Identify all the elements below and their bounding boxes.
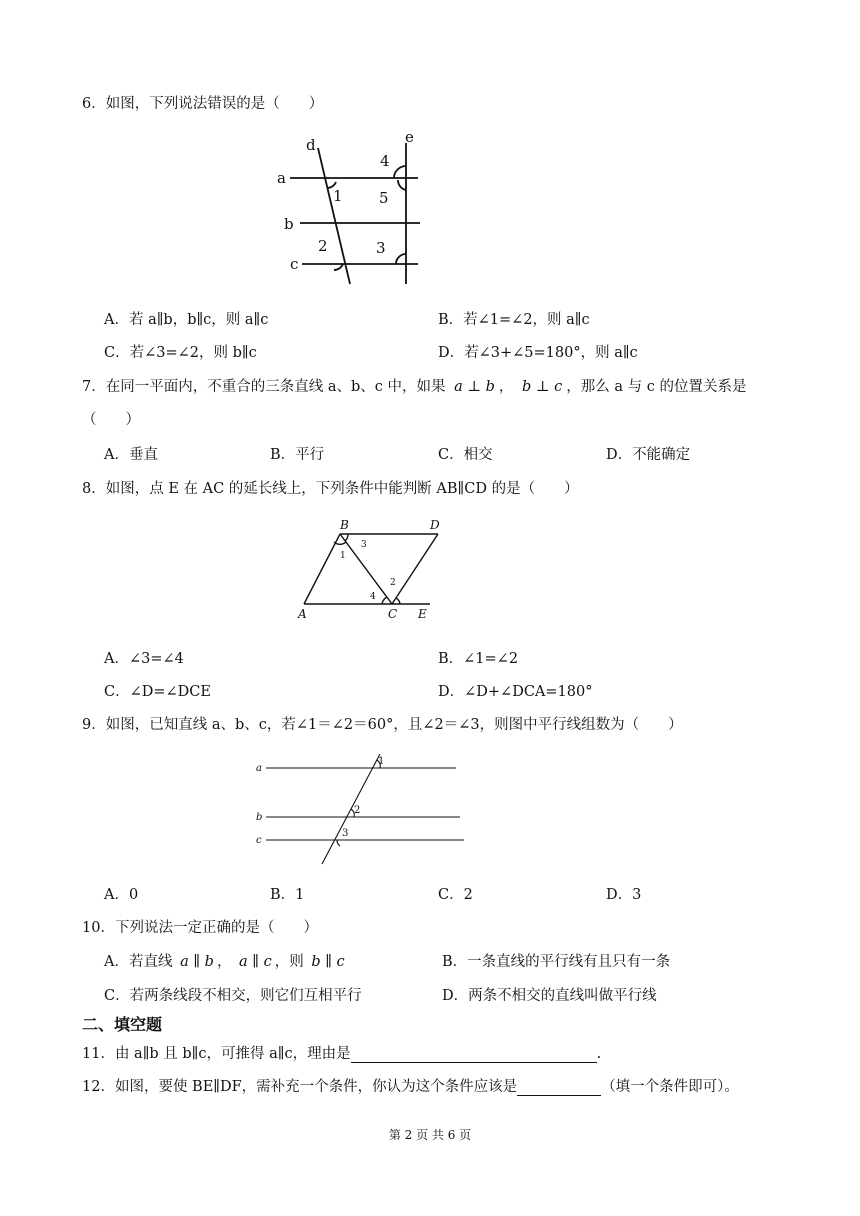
q10-option-a-comma: ， bbox=[216, 954, 232, 970]
q7-paren: （ ） bbox=[82, 412, 140, 428]
q8-label-c: C bbox=[388, 607, 398, 621]
q8-label-4: 4 bbox=[370, 592, 376, 602]
q6-option-d: D．若∠3+∠5=180°，则 a∥c bbox=[438, 345, 638, 361]
q10-option-a-math-2: a ∥ c bbox=[239, 954, 272, 970]
q9-option-d: D．3 bbox=[606, 887, 642, 903]
q10-option-a bbox=[104, 950, 348, 971]
q12-end: （填一个条件即可）。 bbox=[601, 1079, 739, 1095]
q8-option-b: B．∠1=∠2 bbox=[438, 651, 519, 667]
q9-label-a: a bbox=[256, 763, 262, 774]
q8-option-d: D．∠D+∠DCA=180° bbox=[438, 684, 593, 700]
q7-math-2: b ⊥ c bbox=[522, 379, 563, 395]
q6-label-1: 1 bbox=[333, 187, 343, 205]
q11-end: . bbox=[596, 1046, 602, 1062]
q6-label-2: 2 bbox=[318, 237, 328, 255]
q6-label-a: a bbox=[277, 169, 286, 187]
q10-option-a-math-3: b ∥ c bbox=[311, 954, 345, 970]
q6-option-c: C．若∠3=∠2，则 b∥c bbox=[104, 345, 257, 361]
q9-option-c: C．2 bbox=[438, 887, 473, 903]
q9-option-b: B．1 bbox=[270, 887, 305, 903]
q12-text: 12．如图，要使 BE∥DF，需补充一个条件，你认为这个条件应该是 bbox=[82, 1079, 518, 1095]
q7-math-1: a ⊥ b bbox=[454, 379, 495, 395]
q8-arc-2 bbox=[396, 598, 400, 604]
q10-option-b: B．一条直线的平行线有且只有一条 bbox=[442, 954, 671, 970]
q9-label-c: c bbox=[256, 835, 262, 846]
q9-arc-3 bbox=[337, 840, 340, 846]
q6-label-5: 5 bbox=[379, 189, 389, 207]
q8-label-1: 1 bbox=[340, 551, 346, 561]
section-heading: 二、填空题 bbox=[82, 1015, 163, 1034]
q10-option-c: C．若两条线段不相交，则它们互相平行 bbox=[104, 988, 362, 1004]
q8-option-a: A．∠3=∠4 bbox=[104, 651, 184, 667]
q8-label-a: A bbox=[298, 607, 307, 621]
q6-figure bbox=[270, 128, 430, 288]
q8-label-2: 2 bbox=[390, 578, 396, 588]
q7-option-a: A．垂直 bbox=[104, 447, 158, 463]
q9-label-3: 3 bbox=[342, 828, 349, 839]
q7-stem-pre: 7．在同一平面内，不重合的三条直线 a、b、c 中，如果 bbox=[82, 379, 446, 395]
q9-label-1: 1 bbox=[378, 756, 385, 767]
q7-option-d: D．不能确定 bbox=[606, 447, 691, 463]
q7-option-c: C．相交 bbox=[438, 447, 493, 463]
q9-label-2: 2 bbox=[354, 805, 361, 816]
q8-label-d: D bbox=[430, 518, 440, 532]
q6-label-4: 4 bbox=[380, 152, 390, 170]
q12 bbox=[82, 1075, 739, 1096]
q6-label-e: e bbox=[405, 128, 414, 146]
q8-figure bbox=[294, 514, 454, 626]
q6-label-3: 3 bbox=[376, 239, 386, 257]
q10-option-d: D．两条不相交的直线叫做平行线 bbox=[442, 988, 657, 1004]
q8-option-c: C．∠D=∠DCE bbox=[104, 684, 211, 700]
q6-option-a: A．若 a∥b，b∥c，则 a∥c bbox=[104, 312, 269, 328]
q7-stem bbox=[82, 375, 746, 396]
q8-seg-dc bbox=[392, 534, 438, 604]
page-footer: 第 2 页 共 6 页 bbox=[388, 1128, 472, 1142]
q8-label-3: 3 bbox=[361, 540, 367, 550]
q10-stem: 10．下列说法一定正确的是（ ） bbox=[82, 920, 318, 936]
q6-stem: 6．如图，下列说法错误的是（ ） bbox=[82, 96, 324, 112]
q11-answer-blank[interactable] bbox=[351, 1046, 597, 1063]
q8-seg-ab bbox=[304, 534, 340, 604]
q10-option-a-math-1: a ∥ b bbox=[180, 954, 214, 970]
q12-answer-blank[interactable] bbox=[517, 1079, 601, 1096]
q9-label-b: b bbox=[256, 812, 263, 823]
q6-label-d: d bbox=[306, 136, 316, 154]
q9-option-a: A．0 bbox=[104, 887, 139, 903]
q9-figure bbox=[250, 750, 470, 868]
q8-arc-4 bbox=[382, 597, 387, 604]
q11 bbox=[82, 1042, 601, 1063]
q8-label-b: B bbox=[340, 518, 349, 532]
q6-label-b: b bbox=[284, 215, 294, 233]
q7-stem-post: ，那么 a 与 c 的位置关系是 bbox=[566, 379, 747, 395]
q8-stem: 8．如图，点 E 在 AC 的延长线上，下列条件中能判断 AB∥CD 的是（ ） bbox=[82, 481, 579, 497]
q8-label-e: E bbox=[418, 607, 427, 621]
q6-option-b: B．若∠1=∠2，则 a∥c bbox=[438, 312, 590, 328]
q7-option-b: B．平行 bbox=[270, 447, 325, 463]
q9-stem: 9．如图，已知直线 a、b、c，若∠1＝∠2＝60°，且∠2＝∠3，则图中平行线组数为（ ） bbox=[82, 717, 683, 733]
q7-comma: ， bbox=[498, 379, 514, 395]
q6-label-c: c bbox=[290, 255, 299, 273]
q10-option-a-pre: A．若直线 bbox=[104, 954, 173, 970]
q8-arc-3 bbox=[345, 534, 348, 541]
q10-option-a-then: ，则 bbox=[274, 954, 304, 970]
q11-text: 11．由 a∥b 且 b∥c，可推得 a∥c，理由是 bbox=[82, 1046, 351, 1062]
